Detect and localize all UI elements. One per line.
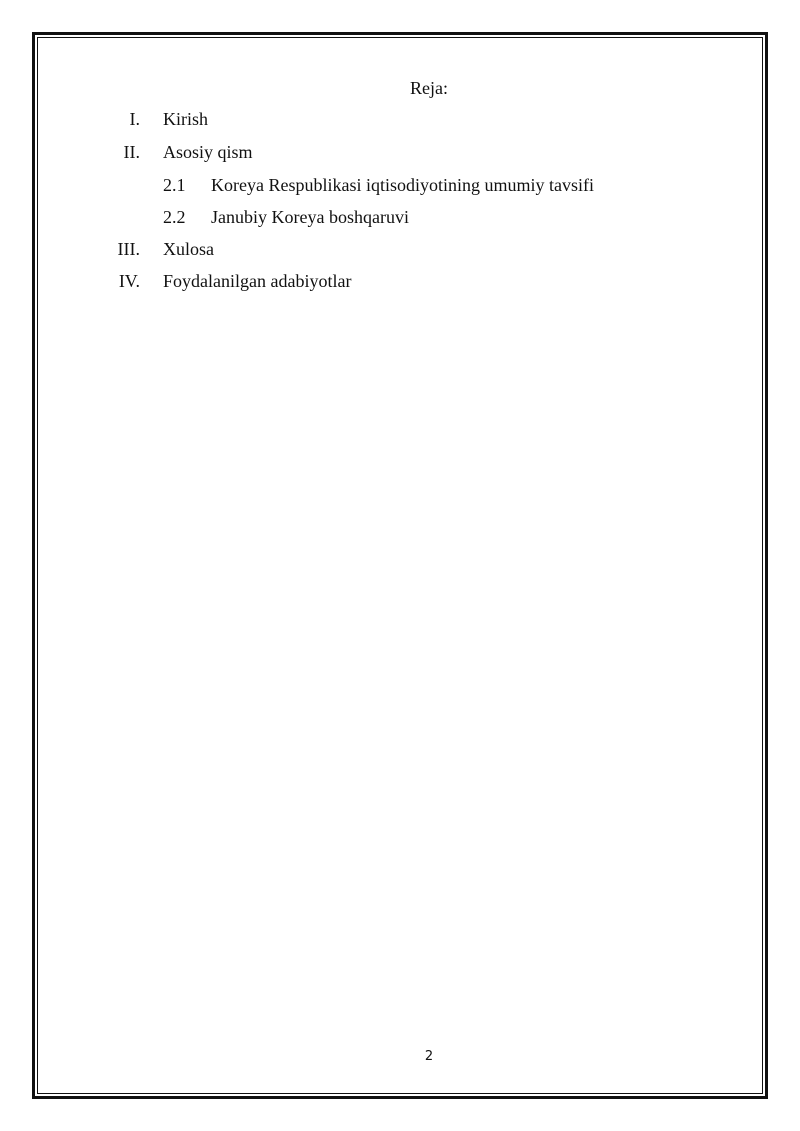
toc-item-kirish (0, 107, 800, 131)
toc-item-number: III. (117, 239, 140, 259)
toc-subitem-2-1 (0, 173, 800, 197)
toc-item-number: IV. (118, 271, 140, 291)
toc-subitem-label: Koreya Respublikasi iqtisodiyotining umumiy tavsifi (211, 175, 594, 195)
toc-item-number: I. (129, 109, 140, 129)
toc-subitem-label: Janubiy Koreya boshqaruvi (211, 207, 409, 227)
toc-item-label: Kirish (163, 109, 208, 129)
toc-item-asosiy-qism (0, 140, 800, 164)
toc-subitem-2-2 (0, 205, 800, 229)
toc-item-label: Xulosa (163, 239, 214, 259)
toc-item-foydalanilgan-adabiyotlar (0, 269, 800, 293)
toc-item-number: II. (123, 142, 140, 162)
page-title: Reja: (410, 78, 448, 98)
toc-item-xulosa (0, 237, 800, 261)
page-number: 2 (424, 1049, 434, 1064)
toc-item-label: Foydalanilgan adabiyotlar (163, 271, 352, 291)
toc-item-label: Asosiy qism (163, 142, 253, 162)
toc-subitem-number: 2.1 (163, 175, 186, 195)
toc-subitem-number: 2.2 (163, 207, 186, 227)
